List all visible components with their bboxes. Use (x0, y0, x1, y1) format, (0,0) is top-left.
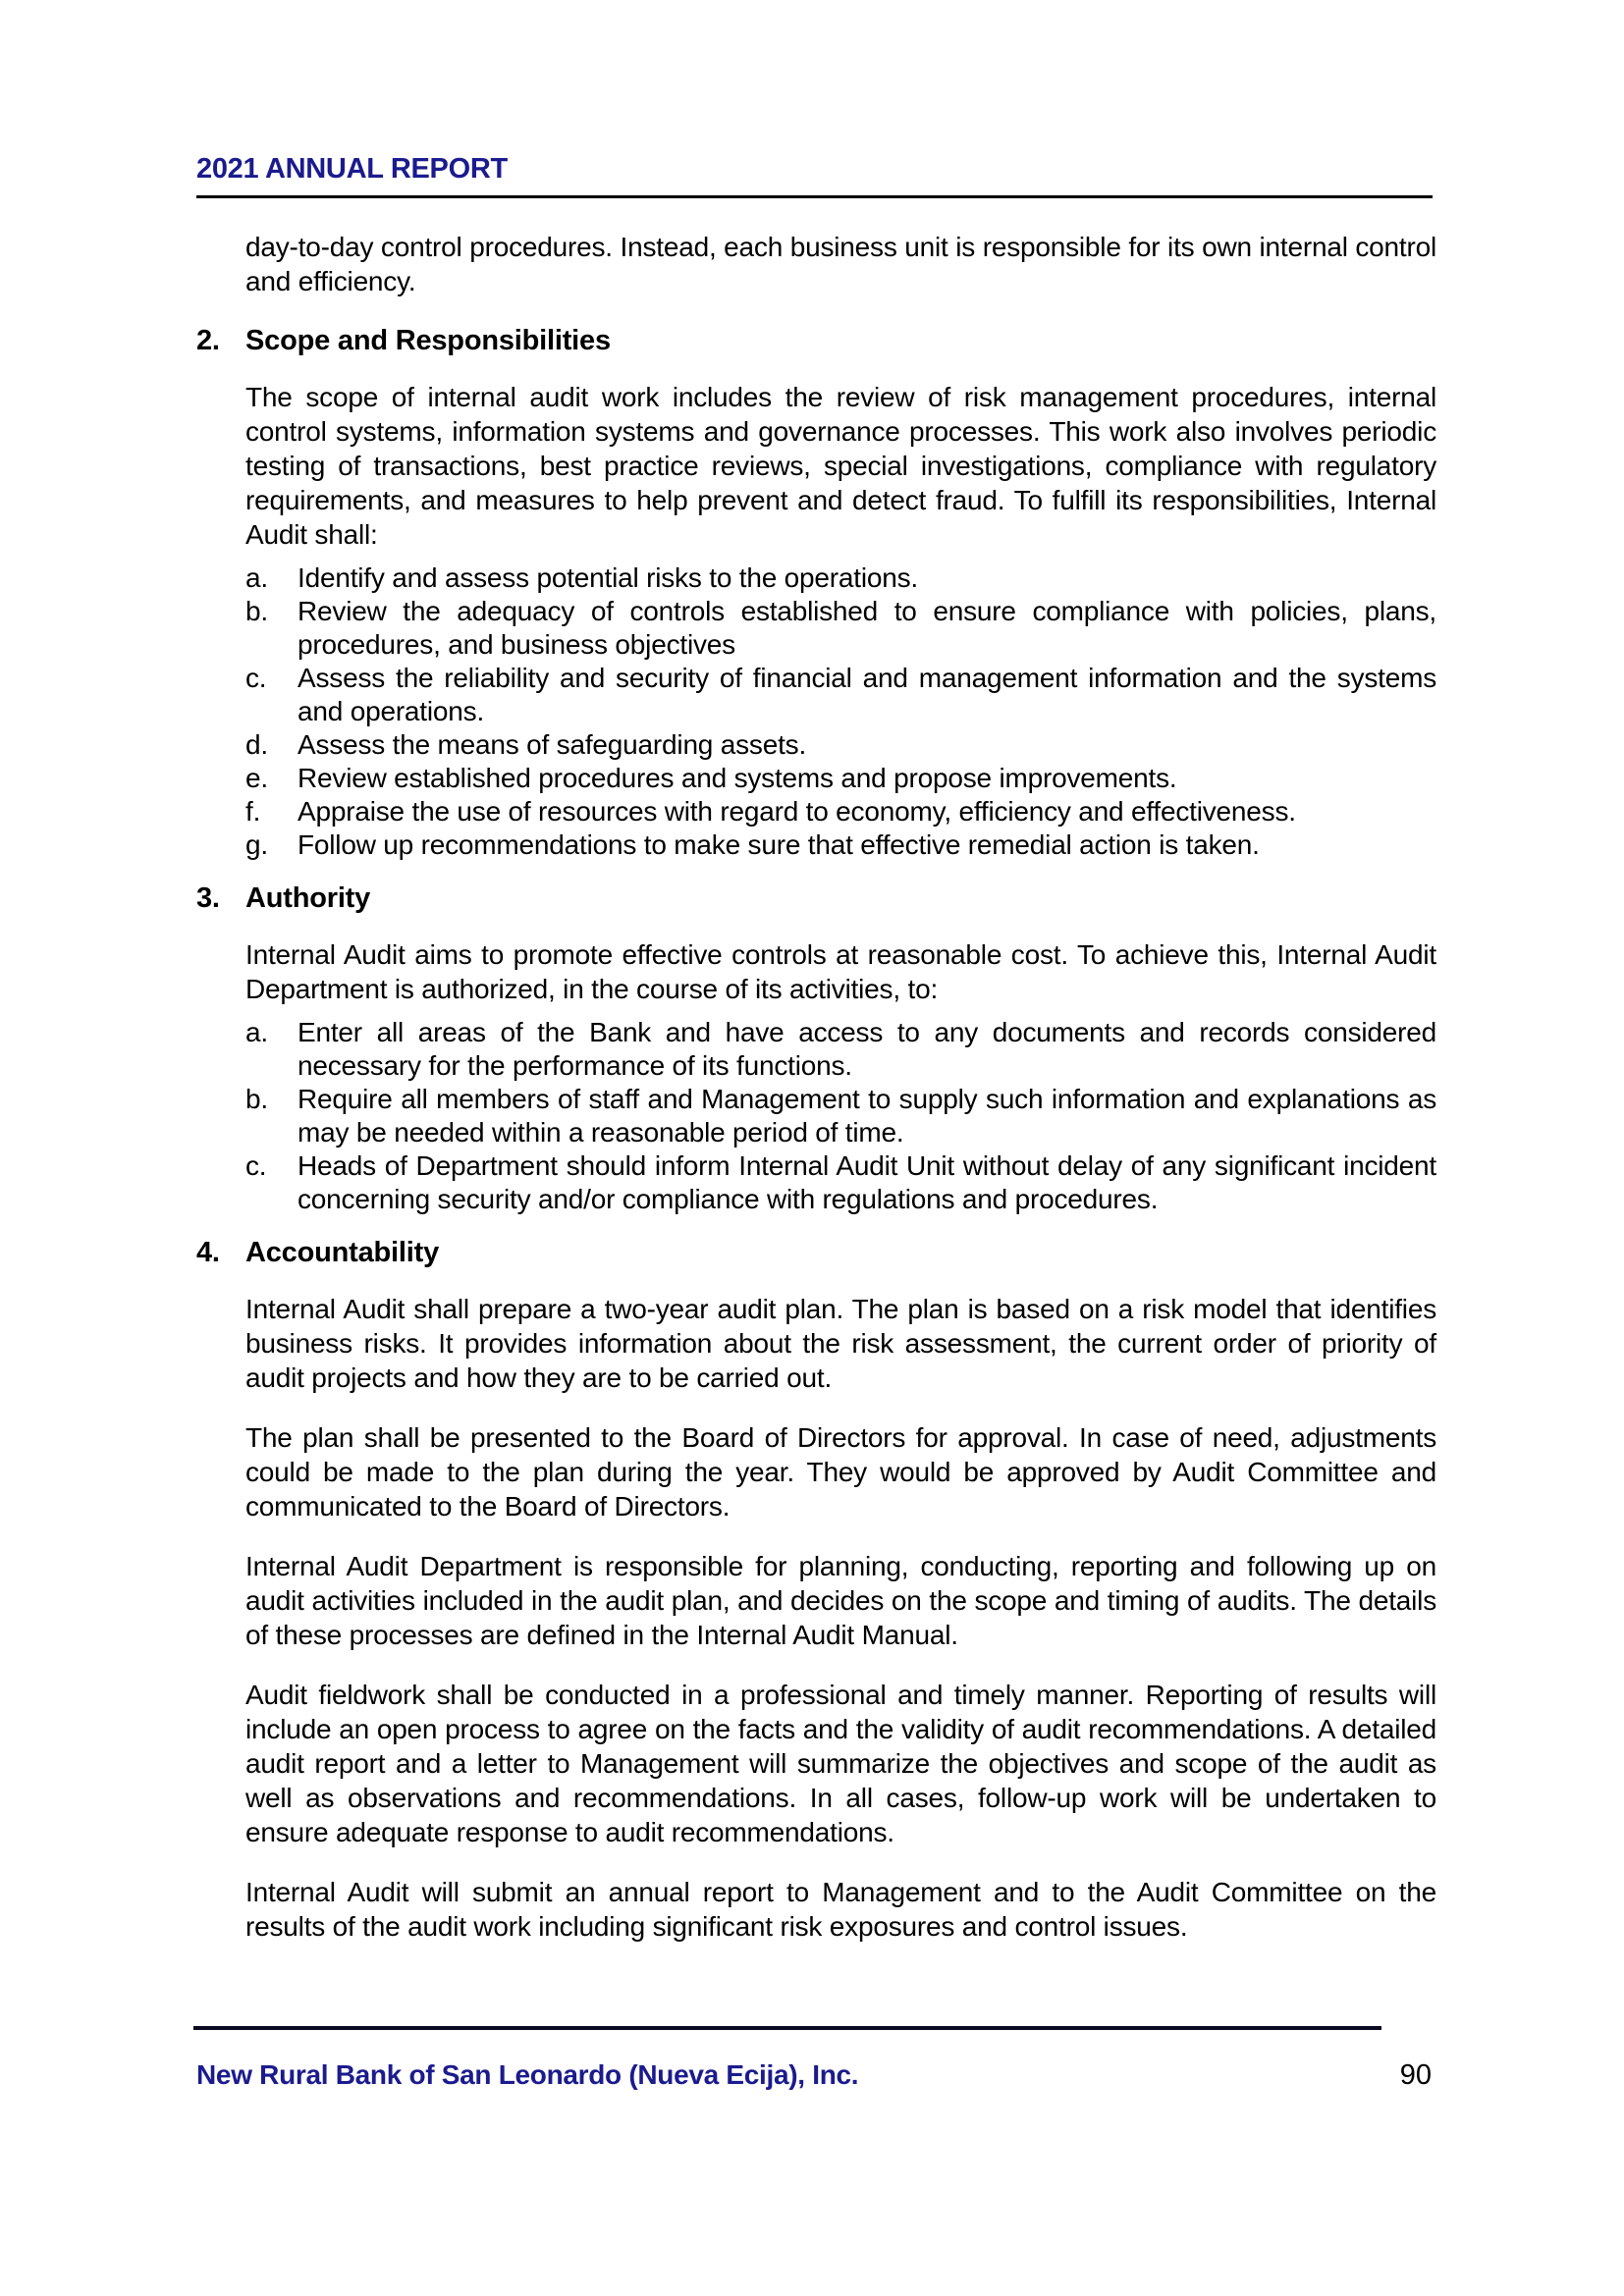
section-3-heading (196, 881, 1436, 916)
section-2-lead-paragraph: The scope of internal audit work includes the review of risk management procedures, internal control systems, information systems and governance processes. This work also involves periodic testing of transactions, best practice reviews, special investigations, compliance with regulatory requirements, and measures to help prevent and detect fraud. To fulfill its responsibilities, Internal Audit shall: (245, 382, 1436, 550)
list-item (245, 795, 1436, 828)
footer-divider-rule (193, 2026, 1381, 2030)
list-item-marker: d. (245, 729, 268, 760)
section-4-title: Accountability (245, 1237, 439, 1268)
list-item (245, 728, 1436, 762)
footer-page-number: 90 (1399, 2059, 1432, 2091)
list-item (245, 1016, 1436, 1083)
list-item (245, 662, 1436, 728)
list-item (245, 595, 1436, 662)
document-body (196, 230, 1436, 1969)
list-item-text: Assess the means of safeguarding assets. (298, 729, 807, 760)
section-4-number: 4. (196, 1237, 220, 1268)
section-4-paragraph-3: Internal Audit Department is responsible for planning, conducting, reporting and following up on audit activities included in the audit plan, and decides on the scope and timing of audits. The details of these processes are defined in the Internal Audit Manual. (245, 1551, 1436, 1650)
list-item-marker: c. (245, 663, 267, 693)
section-4-paragraph-1: Internal Audit shall prepare a two-year audit plan. The plan is based on a risk model that identifies business risks. It provides information about the risk assessment, the current order of priority of audit projects and how they are to be carried out. (245, 1294, 1436, 1393)
list-item-marker: a. (245, 562, 268, 593)
section-2-heading (196, 324, 1436, 358)
list-item (245, 762, 1436, 795)
list-item-text: Heads of Department should inform Internal Audit Unit without delay of any significant incident concerning security and/or compliance with regulations and procedures. (298, 1150, 1436, 1214)
section-3-lettered-list (245, 1016, 1436, 1216)
section-2-lettered-list (245, 561, 1436, 862)
intro-paragraph: day-to-day control procedures. Instead, each business unit is responsible for its own internal control and efficiency. (245, 232, 1436, 296)
section-3-title: Authority (245, 882, 371, 914)
list-item (245, 828, 1436, 862)
header-divider-rule (196, 195, 1433, 198)
list-item (245, 1149, 1436, 1216)
list-item-marker: f. (245, 796, 261, 827)
section-2-title: Scope and Responsibilities (245, 325, 611, 356)
list-item-text: Review established procedures and systems and propose improvements. (298, 763, 1177, 793)
list-item-text: Follow up recommendations to make sure that effective remedial action is taken. (298, 829, 1260, 860)
list-item (245, 1083, 1436, 1149)
list-item-marker: c. (245, 1150, 267, 1181)
list-item-marker: a. (245, 1017, 268, 1047)
list-item-marker: b. (245, 596, 268, 626)
section-3-lead-paragraph: Internal Audit aims to promote effective controls at reasonable cost. To achieve this, Internal Audit Department is authorized, in the course of its activities, to: (245, 939, 1436, 1004)
footer-bank-name: New Rural Bank of San Leonardo (Nueva Ecija), Inc. (196, 2059, 859, 2090)
section-4-heading (196, 1236, 1436, 1270)
section-3-number: 3. (196, 882, 220, 914)
section-4-paragraph-2: The plan shall be presented to the Board of Directors for approval. In case of need, adjustments could be made to the plan during the year. They would be approved by Audit Committee and communicated to the Board of Directors. (245, 1422, 1436, 1522)
list-item-text: Review the adequacy of controls established to ensure compliance with policies, plans, procedures, and business objectives (298, 596, 1436, 660)
list-item-text: Require all members of staff and Management to supply such information and explanations as may be needed within a reasonable period of time. (298, 1084, 1436, 1148)
list-item-marker: e. (245, 763, 268, 793)
list-item-text: Identify and assess potential risks to the operations. (298, 562, 919, 593)
list-item-text: Enter all areas of the Bank and have access to any documents and records considered necessary for the performance of its functions. (298, 1017, 1436, 1081)
section-4-paragraph-4: Audit fieldwork shall be conducted in a professional and timely manner. Reporting of results will include an open process to agree on the facts and the validity of audit recommendations. A detailed audit report and a letter to Management will summarize the objectives and scope of the audit as well as observations and recommendations. In all cases, follow-up work will be undertaken to ensure adequate response to audit recommendations. (245, 1680, 1436, 1847)
section-2-number: 2. (196, 325, 220, 356)
page-header-title: 2021 ANNUAL REPORT (196, 153, 508, 185)
section-4-paragraph-5: Internal Audit will submit an annual report to Management and to the Audit Committee on the results of the audit work including significant risk exposures and control issues. (245, 1877, 1436, 1942)
list-item-text: Assess the reliability and security of financial and management information and the systems and operations. (298, 663, 1436, 726)
list-item-marker: b. (245, 1084, 268, 1114)
page-footer (196, 2059, 1432, 2092)
list-item-text: Appraise the use of resources with regard to economy, efficiency and effectiveness. (298, 796, 1296, 827)
list-item-marker: g. (245, 829, 268, 860)
list-item (245, 561, 1436, 595)
